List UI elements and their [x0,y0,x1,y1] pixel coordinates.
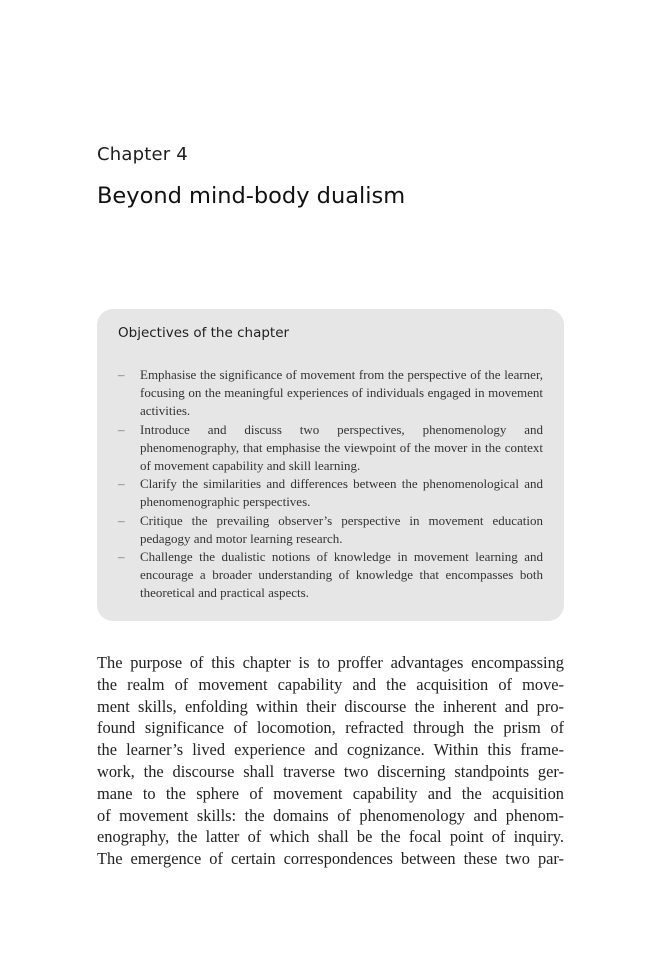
objective-item: – Critique the prevailing observer’s perspective in movement education pedagogy and motor learning research. [118,512,543,546]
chapter-label: Chapter 4 [97,144,188,165]
body-line: mane to the sphere of movement capability and the acquisition [97,783,564,803]
dash-bullet-icon: – [118,476,125,492]
dash-bullet-icon: – [118,549,125,565]
body-line: the learner’s lived experience and cognizance. Within this frame- [97,740,564,760]
body-line: found significance of locomotion, refracted through the prism of [97,718,564,738]
body-line: work, the discourse shall traverse two discerning standpoints ger- [97,761,564,781]
objective-item: – Clarify the similarities and differences between the phenomenological and phenomenographic perspectives. [118,476,543,510]
objectives-heading: Objectives of the chapter [118,325,290,341]
body-line: The emergence of certain correspondences between these two par- [97,849,564,869]
dash-bullet-icon: – [118,367,125,382]
objective-item: – Emphasise the significance of movement from the perspective of the learner, focusing on the meaningful experiences of individuals engaged in movement activities. [118,367,543,419]
dash-bullet-icon: – [118,421,125,437]
body-line: of movement skills: the domains of phenomenology and phenom- [97,805,564,825]
objective-item: – Introduce and discuss two perspectives, phenomenology and phenomenography, that emphasise the viewpoint of the mover in the context of movement capability and skill learning. [118,421,543,474]
objectives-list [118,366,543,603]
body-line: enography, the latter of which shall be the focal point of inquiry. [97,827,564,847]
objectives-box [97,309,564,621]
body-line: the realm of movement capability and the acquisition of move- [97,674,564,694]
dash-bullet-icon: – [118,512,125,528]
body-line: ment skills, enfolding within their discourse the inherent and pro- [97,696,564,716]
body-paragraph [97,652,564,870]
chapter-title: Beyond mind-body dualism [97,183,406,209]
body-line: The purpose of this chapter is to proffer advantages encompassing [97,653,564,672]
objective-item: – Challenge the dualistic notions of knowledge in movement learning and encourage a broader understanding of knowledge that encompasses both theoretical and practical aspects. [118,549,543,601]
